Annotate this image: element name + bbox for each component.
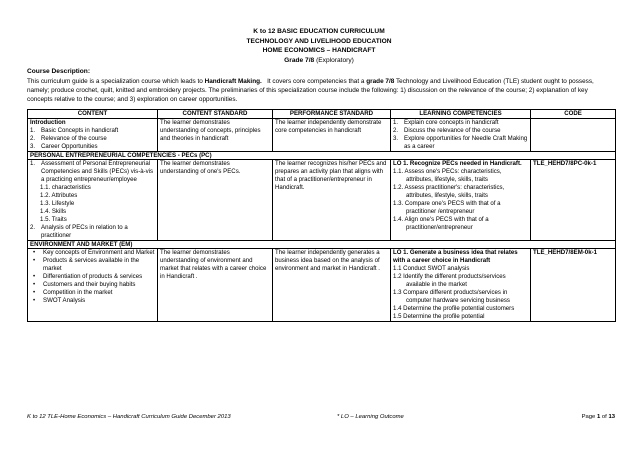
pecs-competencies [391, 160, 531, 240]
curriculum-table [27, 109, 616, 322]
footer-title: K to 12 TLE-Home Economics – Handicraft Curriculum Guide December 2013 [27, 414, 231, 420]
section-title: ENVIRONMENT AND MARKET (EM) [28, 240, 616, 249]
em-code: TLE_HEHD7/8EM-0k-1 [531, 249, 616, 321]
list-item: 1.3. Compare one's PECS with that of a practitioner /entrepreneur [393, 199, 501, 215]
list-item: 1.4. Align one's PECS with that of a practitioner/entrepreneur [393, 215, 489, 231]
list-item: 1.2 Identify the different products/services available in the market [393, 273, 506, 289]
table-row-em [28, 249, 616, 321]
list-item: • Products & services available in the market [33, 257, 140, 273]
pecs-content [28, 160, 158, 240]
em-competencies [391, 249, 531, 321]
section-title: PERSONAL ENTREPRENEURIAL COMPETENCIES - PECs (PC) [28, 151, 616, 160]
list-item: • Key concepts of Environment and Market [33, 249, 155, 257]
list-item: 1.5 Determine the profile potential [393, 312, 485, 320]
list-item: 1.2. Assess practitioner's: characteristics, attributes, lifestyle, skills, traits [393, 184, 505, 200]
document-header [0, 27, 638, 65]
learning-outcome: LO 1. Generate a business idea that relates with a career choice in Handicraft [393, 249, 518, 265]
table-row-introduction [28, 118, 616, 151]
intro-competencies [391, 118, 531, 151]
intro-content [28, 118, 158, 151]
list-item: 1.3 Compare different products/services in computer hardware servicing business [393, 288, 510, 304]
pecs-code: TLE_HEHD7/8PC-0k-1 [531, 160, 616, 240]
list-item: 1.2. Attributes [40, 192, 78, 200]
section-row-pecs [28, 151, 616, 160]
list-item: 1.4. Skills [40, 207, 67, 215]
col-content-standard: CONTENT STANDARD [158, 110, 273, 119]
section-row-em [28, 240, 616, 249]
bullet-icon: • [33, 296, 36, 304]
col-code: CODE [531, 110, 616, 119]
bullet-icon: • [33, 257, 36, 265]
header-line-3: HOME ECONOMICS – HANDICRAFT [262, 47, 376, 55]
col-performance-standard: PERFORMANCE STANDARD [273, 110, 391, 119]
list-item: 3. Career Opportunities [30, 142, 98, 150]
bullet-icon: • [33, 288, 36, 296]
list-item: • Customers and their buying habits [33, 281, 136, 289]
col-learning-competencies: LEARNING COMPETENCIES [391, 110, 531, 119]
intro-standard: The learner demonstrates understanding of concepts, principles and theories in handicraft [158, 118, 273, 151]
bullet-icon: • [33, 249, 36, 257]
page-number: Page 1 of 13 [581, 414, 615, 420]
list-item: • Differentiation of products & services [33, 273, 143, 281]
course-description-title: Course Description: [27, 68, 91, 75]
list-item: 2. Relevance of the course [30, 134, 107, 142]
list-item: 1.4 Determine the profile potential customers [393, 304, 515, 312]
header-line-2: TECHNOLOGY AND LIVELIHOOD EDUCATION [246, 37, 392, 45]
bullet-icon: • [33, 281, 36, 289]
list-item: 1. Basic Concepts in handicraft [30, 126, 119, 134]
list-item: 1.1 Conduct SWOT analysis [393, 265, 470, 273]
intro-code [531, 118, 616, 151]
list-item: 1. Assessment of Personal Entrepreneurial Competencies and Skills (PECs) vis-à-vis a practicing entrepreneur/employee [30, 160, 154, 184]
list-item: 1.5. Traits [40, 215, 67, 223]
col-content: CONTENT [28, 110, 158, 119]
list-item: 1.1. Assess one's PECs: characteristics, attributes, lifestyle, skills, traits [393, 168, 502, 184]
learning-outcome: LO 1. Recognize PECs needed in Handicraft. [393, 160, 522, 168]
list-item: • Competition in the market [33, 288, 113, 296]
list-item: 2. Analysis of PECs in relation to a practitioner [30, 223, 128, 239]
list-item: 2. Discuss the relevance of the course [393, 126, 501, 134]
list-item: 1.3. Lifestyle [40, 199, 75, 207]
footer-note: * LO – Learning Outcome [337, 414, 404, 420]
pecs-performance: The learner recognizes his/her PECs and prepares an activity plan that aligns with that of a practitioner/entrepreneur in Handicraft. [273, 160, 391, 240]
pecs-standard: The learner demonstrates understanding of one's PECs. [158, 160, 273, 240]
list-item: • SWOT Analysis [33, 296, 86, 304]
bullet-icon: • [33, 273, 36, 281]
em-performance: The learner independently generates a business idea based on the analysis of environment and market in Handicraft . [273, 249, 391, 321]
em-standard: The learner demonstrates understanding of environment and market that relates with a career choice in Handicraft . [158, 249, 273, 321]
table-header-row [28, 110, 616, 119]
course-description-text: This curriculum guide is a specialization course which leads to Handicraft Making. It covers core competencies that a grade 7/8 Technology and Livelihood Education (TLE) student ought to possess, namely; produce crochet, quilt, knitted and embroidery projects. The preliminaries of this specialization course include the following: 1) discussion on the relevance of the course; 2) explanation of key concepts relative to the course; and 3) exploration on career opportunities. [27, 78, 594, 103]
header-grade: Grade 7/8 (Exploratory) [284, 56, 354, 64]
list-item: 1. Explain core concepts in handicraft [393, 118, 499, 126]
header-line-1: K to 12 BASIC EDUCATION CURRICULUM [253, 28, 385, 35]
list-item: 3. Explore opportunities for Needle Craft Making as a career [393, 134, 528, 150]
table-row-pecs [28, 160, 616, 240]
intro-title: Introduction [30, 118, 66, 126]
list-item: 1.1. characteristics [40, 184, 91, 192]
intro-performance: The learner independently demonstrate core competencies in handicraft [273, 118, 391, 151]
em-content [28, 249, 158, 321]
